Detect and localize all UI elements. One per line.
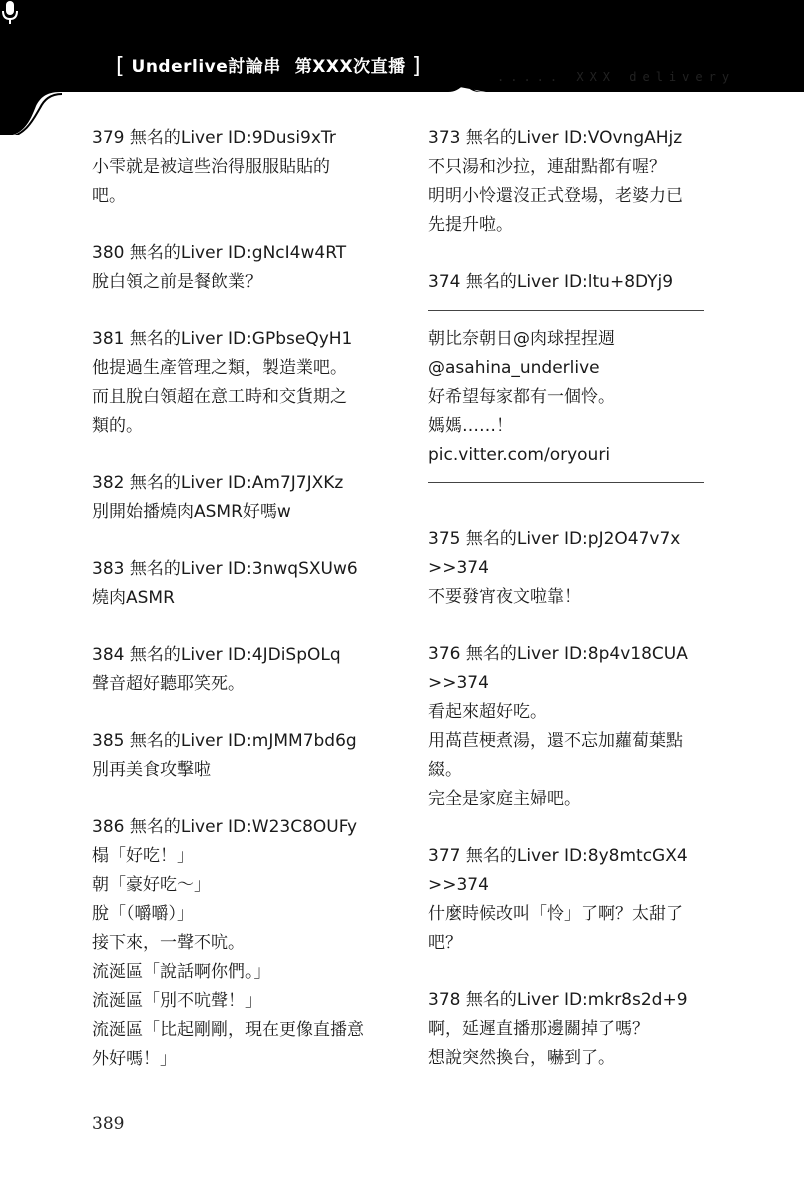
post-text-line: 別開始播燒肉ASMR好嗎w	[92, 502, 291, 522]
forum-post	[92, 641, 392, 699]
forum-post	[428, 525, 728, 612]
post-text-line: 吧。	[92, 186, 126, 206]
tweet-divider-top	[428, 310, 704, 311]
post-text-line: >>374	[428, 558, 489, 578]
post-header: 377 無名的Liver ID:8y8mtcGX4	[428, 846, 688, 866]
bracket-open: [	[116, 54, 126, 79]
post-text-line: 他提過生產管理之類，製造業吧。	[92, 358, 347, 378]
post-text-line: 而且脫白領超在意工時和交貨期之	[92, 387, 347, 407]
stream-number: 第XXX次直播	[294, 57, 406, 77]
post-header: 375 無名的Liver ID:pJ2O47v7x	[428, 529, 681, 549]
post-header: 384 無名的Liver ID:4JDiSpOLq	[92, 645, 341, 665]
post-header: 379 無名的Liver ID:9Dusi9xTr	[92, 128, 336, 148]
tweet-divider-bottom	[428, 482, 704, 483]
page-number: 389	[92, 1114, 125, 1134]
post-text-line: 接下來，一聲不吭。	[92, 933, 245, 953]
forum-post	[92, 813, 392, 1074]
tweet-text-line: @asahina_underlive	[428, 358, 600, 378]
post-header: 381 無名的Liver ID:GPbseQyH1	[92, 329, 353, 349]
delivery-tagline: ..... XXX delivery	[497, 70, 736, 84]
tweet-text-line: 朝比奈朝日@肉球捏捏週	[428, 329, 615, 349]
tweet-text-line: 好希望每家都有一個怜。	[428, 387, 615, 407]
forum-post	[428, 986, 728, 1073]
post-header: 380 無名的Liver ID:gNcI4w4RT	[92, 243, 347, 263]
forum-post	[92, 325, 392, 441]
tweet-post	[428, 268, 728, 483]
post-header: 374 無名的Liver ID:ltu+8DYj9	[428, 272, 674, 292]
post-text-line: 吧？	[428, 933, 462, 953]
post-text-line: 朝「豪好吃〜」	[92, 875, 211, 895]
header-title	[116, 52, 421, 78]
forum-post	[92, 469, 392, 527]
tweet-text-line: pic.vitter.com/oryouri	[428, 445, 611, 465]
post-text-line: 脫白領之前是餐飲業？	[92, 272, 262, 292]
post-header: 386 無名的Liver ID:W23C8OUFy	[92, 817, 358, 837]
post-text-line: >>374	[428, 875, 489, 895]
post-text-line: 流涎區「別不吭聲！」	[92, 991, 262, 1011]
post-text-line: 先提升啦。	[428, 215, 513, 235]
left-column	[92, 124, 392, 1102]
post-text-line: 什麼時候改叫「怜」了啊？太甜了	[428, 904, 683, 924]
bracket-close: ]	[412, 54, 422, 79]
post-text-line: 外好嗎！」	[92, 1049, 177, 1069]
post-text-line: 綴。	[428, 760, 462, 780]
post-text-line: 啊，延遲直播那邊關掉了嗎？	[428, 1019, 649, 1039]
microphone-icon	[0, 0, 20, 26]
tweet-text-line: 媽媽……！	[428, 416, 513, 436]
post-text-line: >>374	[428, 673, 489, 693]
post-text-line: 別再美食攻擊啦	[92, 760, 211, 780]
post-header: 373 無名的Liver ID:VOvngAHjz	[428, 128, 683, 148]
forum-post	[428, 640, 728, 814]
forum-post	[92, 124, 392, 211]
forum-post	[428, 842, 728, 958]
forum-post	[428, 124, 728, 240]
post-text-line: 想說突然換台，嚇到了。	[428, 1048, 615, 1068]
thread-title: Underlive討論串	[131, 57, 281, 77]
forum-post	[92, 239, 392, 297]
post-header: 383 無名的Liver ID:3nwqSXUw6	[92, 559, 358, 579]
post-text-line: 類的。	[92, 416, 143, 436]
post-text-line: 燒肉ASMR	[92, 588, 175, 608]
post-text-line: 用萵苣梗煮湯，還不忘加蘿蔔葉點	[428, 731, 683, 751]
page-header	[0, 0, 804, 135]
post-header: 382 無名的Liver ID:Am7J7JXKz	[92, 473, 344, 493]
post-text-line: 完全是家庭主婦吧。	[428, 789, 581, 809]
post-text-line: 榻「好吃！」	[92, 846, 194, 866]
post-header: 385 無名的Liver ID:mJMM7bd6g	[92, 731, 357, 751]
right-column	[428, 124, 728, 1101]
post-text-line: 明明小怜還沒正式登場，老婆力已	[428, 186, 683, 206]
post-header: 378 無名的Liver ID:mkr8s2d+9	[428, 990, 688, 1010]
post-text-line: 看起來超好吃。	[428, 702, 547, 722]
forum-post	[92, 555, 392, 613]
post-text-line: 流涎區「比起剛剛，現在更像直播意	[92, 1020, 364, 1040]
post-text-line: 脫「（嚼嚼）」	[92, 904, 194, 924]
post-text-line: 流涎區「說話啊你們。」	[92, 962, 271, 982]
post-text-line: 聲音超好聽耶笑死。	[92, 674, 245, 694]
post-text-line: 不只湯和沙拉，連甜點都有喔？	[428, 157, 666, 177]
forum-post	[92, 727, 392, 785]
post-text-line: 不要發宵夜文啦靠！	[428, 587, 581, 607]
post-header: 376 無名的Liver ID:8p4v18CUA	[428, 644, 688, 664]
post-text-line: 小雫就是被這些治得服服貼貼的	[92, 157, 330, 177]
